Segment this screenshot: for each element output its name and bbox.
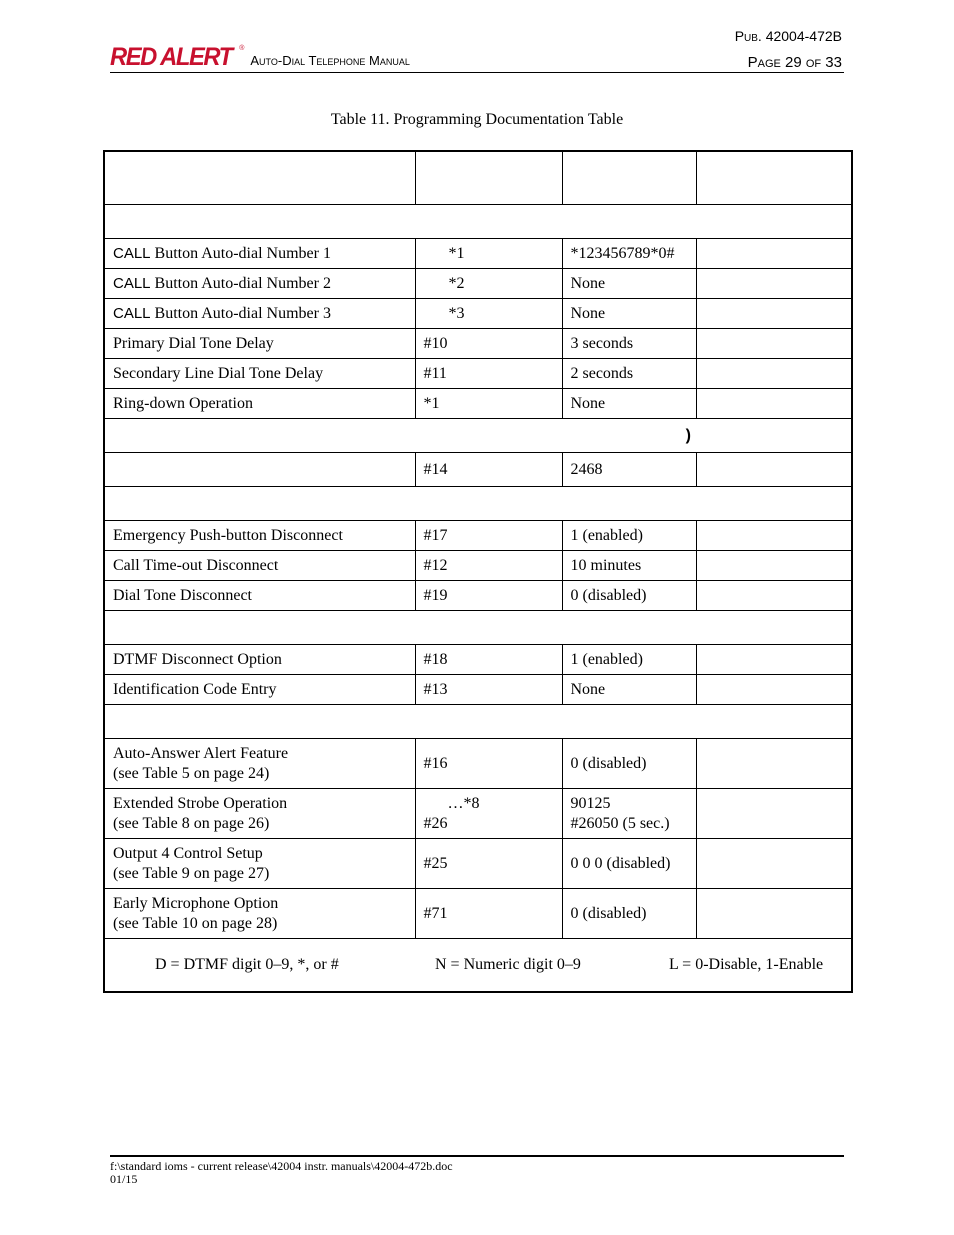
code-cell: *1 xyxy=(415,239,562,269)
table-row xyxy=(104,789,852,839)
feature-cell: Output 4 Control Setup (see Table 9 on page 27) xyxy=(104,839,415,889)
default-cell: *123456789*0# xyxy=(562,239,696,269)
setting-cell xyxy=(696,329,852,359)
feature-cell: Dial Tone Disconnect xyxy=(104,581,415,611)
table-row xyxy=(104,359,852,389)
feature-cell: Early Microphone Option (see Table 10 on page 28) xyxy=(104,889,415,939)
feature-cell: CALL Button Auto-dial Number 3 xyxy=(104,299,415,329)
header-cell-code xyxy=(415,151,562,205)
file-path: f:\standard ioms - current release\42004 instr. manuals\42004-472b.doc xyxy=(110,1159,453,1173)
footer xyxy=(110,1160,453,1186)
section-row xyxy=(104,487,852,521)
setting-cell xyxy=(696,645,852,675)
table-row xyxy=(104,329,852,359)
code-cell: #10 xyxy=(415,329,562,359)
feature-cell xyxy=(104,453,415,487)
setting-cell xyxy=(696,453,852,487)
default-cell: 0 (disabled) xyxy=(562,739,696,789)
table-row xyxy=(104,389,852,419)
setting-cell xyxy=(696,389,852,419)
table-row xyxy=(104,453,852,487)
table-row xyxy=(104,739,852,789)
header-divider xyxy=(110,72,844,73)
legend-row xyxy=(104,939,852,993)
legend-cell xyxy=(104,939,852,993)
code-cell: #25 xyxy=(415,839,562,889)
setting-cell xyxy=(696,889,852,939)
default-cell: 0 (disabled) xyxy=(562,889,696,939)
publication-number: Pub. 42004-472B xyxy=(734,28,842,44)
code-cell: #16 xyxy=(415,739,562,789)
code-cell: #18 xyxy=(415,645,562,675)
code-cell: #11 xyxy=(415,359,562,389)
footer-divider xyxy=(110,1155,844,1157)
code-cell: *1 xyxy=(415,389,562,419)
table-row xyxy=(104,239,852,269)
default-cell: 1 (enabled) xyxy=(562,645,696,675)
table-row xyxy=(104,581,852,611)
code-cell: …*8 #26 xyxy=(415,789,562,839)
header-cell-setting xyxy=(696,151,852,205)
legend-enable: L = 0-Disable, 1-Enable xyxy=(669,956,824,973)
header-cell-feature xyxy=(104,151,415,205)
table-row xyxy=(104,889,852,939)
feature-cell: CALL Button Auto-dial Number 1 xyxy=(104,239,415,269)
table-row xyxy=(104,551,852,581)
setting-cell xyxy=(696,581,852,611)
manual-title: Auto-Dial Telephone Manual xyxy=(250,53,410,68)
default-cell: 1 (enabled) xyxy=(562,521,696,551)
revision-date: 01/15 xyxy=(110,1172,138,1186)
registered-mark: ® xyxy=(239,45,245,52)
code-cell: #12 xyxy=(415,551,562,581)
code-cell: *3 xyxy=(415,299,562,329)
default-cell: 0 (disabled) xyxy=(562,581,696,611)
setting-cell xyxy=(696,551,852,581)
setting-cell xyxy=(696,239,852,269)
code-cell: #13 xyxy=(415,675,562,705)
code-cell: #71 xyxy=(415,889,562,939)
code-cell: #14 xyxy=(415,453,562,487)
feature-cell: Emergency Push-button Disconnect xyxy=(104,521,415,551)
section-row xyxy=(104,705,852,739)
page-number: Page 29 of 33 xyxy=(747,54,842,71)
section-cell: ) xyxy=(104,419,852,453)
code-cell: *2 xyxy=(415,269,562,299)
table-row xyxy=(104,269,852,299)
setting-cell xyxy=(696,739,852,789)
code-cell: #19 xyxy=(415,581,562,611)
table-row xyxy=(104,839,852,889)
default-cell: 2468 xyxy=(562,453,696,487)
legend-dtmf: D = DTMF digit 0–9, *, or # xyxy=(155,956,339,973)
setting-cell xyxy=(696,839,852,889)
table-header-row xyxy=(104,151,852,205)
section-row xyxy=(104,205,852,239)
default-cell: 3 seconds xyxy=(562,329,696,359)
section-cell xyxy=(104,205,852,239)
code-cell: #17 xyxy=(415,521,562,551)
feature-cell: Secondary Line Dial Tone Delay xyxy=(104,359,415,389)
default-cell: None xyxy=(562,269,696,299)
header-cell-default xyxy=(562,151,696,205)
section-cell xyxy=(104,487,852,521)
programming-table xyxy=(103,150,853,993)
table-row xyxy=(104,645,852,675)
default-cell: None xyxy=(562,675,696,705)
red-alert-logo: RED ALERT xyxy=(110,43,232,71)
table-row xyxy=(104,299,852,329)
default-cell: 2 seconds xyxy=(562,359,696,389)
section-row xyxy=(104,611,852,645)
section-cell xyxy=(104,705,852,739)
feature-cell: Call Time-out Disconnect xyxy=(104,551,415,581)
section-cell xyxy=(104,611,852,645)
default-cell: 10 minutes xyxy=(562,551,696,581)
feature-cell: Auto-Answer Alert Feature (see Table 5 on page 24) xyxy=(104,739,415,789)
legend-numeric: N = Numeric digit 0–9 xyxy=(435,956,581,973)
section-row xyxy=(104,419,852,453)
default-cell: 90125 #26050 (5 sec.) xyxy=(562,789,696,839)
feature-cell: Ring-down Operation xyxy=(104,389,415,419)
setting-cell xyxy=(696,299,852,329)
setting-cell xyxy=(696,675,852,705)
table-row xyxy=(104,521,852,551)
header-brand xyxy=(110,44,410,70)
setting-cell xyxy=(696,521,852,551)
feature-cell: Primary Dial Tone Delay xyxy=(104,329,415,359)
feature-cell: Extended Strobe Operation (see Table 8 on page 26) xyxy=(104,789,415,839)
feature-cell: CALL Button Auto-dial Number 2 xyxy=(104,269,415,299)
setting-cell xyxy=(696,359,852,389)
default-cell: 0 0 0 (disabled) xyxy=(562,839,696,889)
feature-cell: Identification Code Entry xyxy=(104,675,415,705)
setting-cell xyxy=(696,269,852,299)
feature-cell: DTMF Disconnect Option xyxy=(104,645,415,675)
setting-cell xyxy=(696,789,852,839)
default-cell: None xyxy=(562,299,696,329)
table-caption: Table 11. Programming Documentation Table xyxy=(330,111,624,128)
table-row xyxy=(104,675,852,705)
default-cell: None xyxy=(562,389,696,419)
